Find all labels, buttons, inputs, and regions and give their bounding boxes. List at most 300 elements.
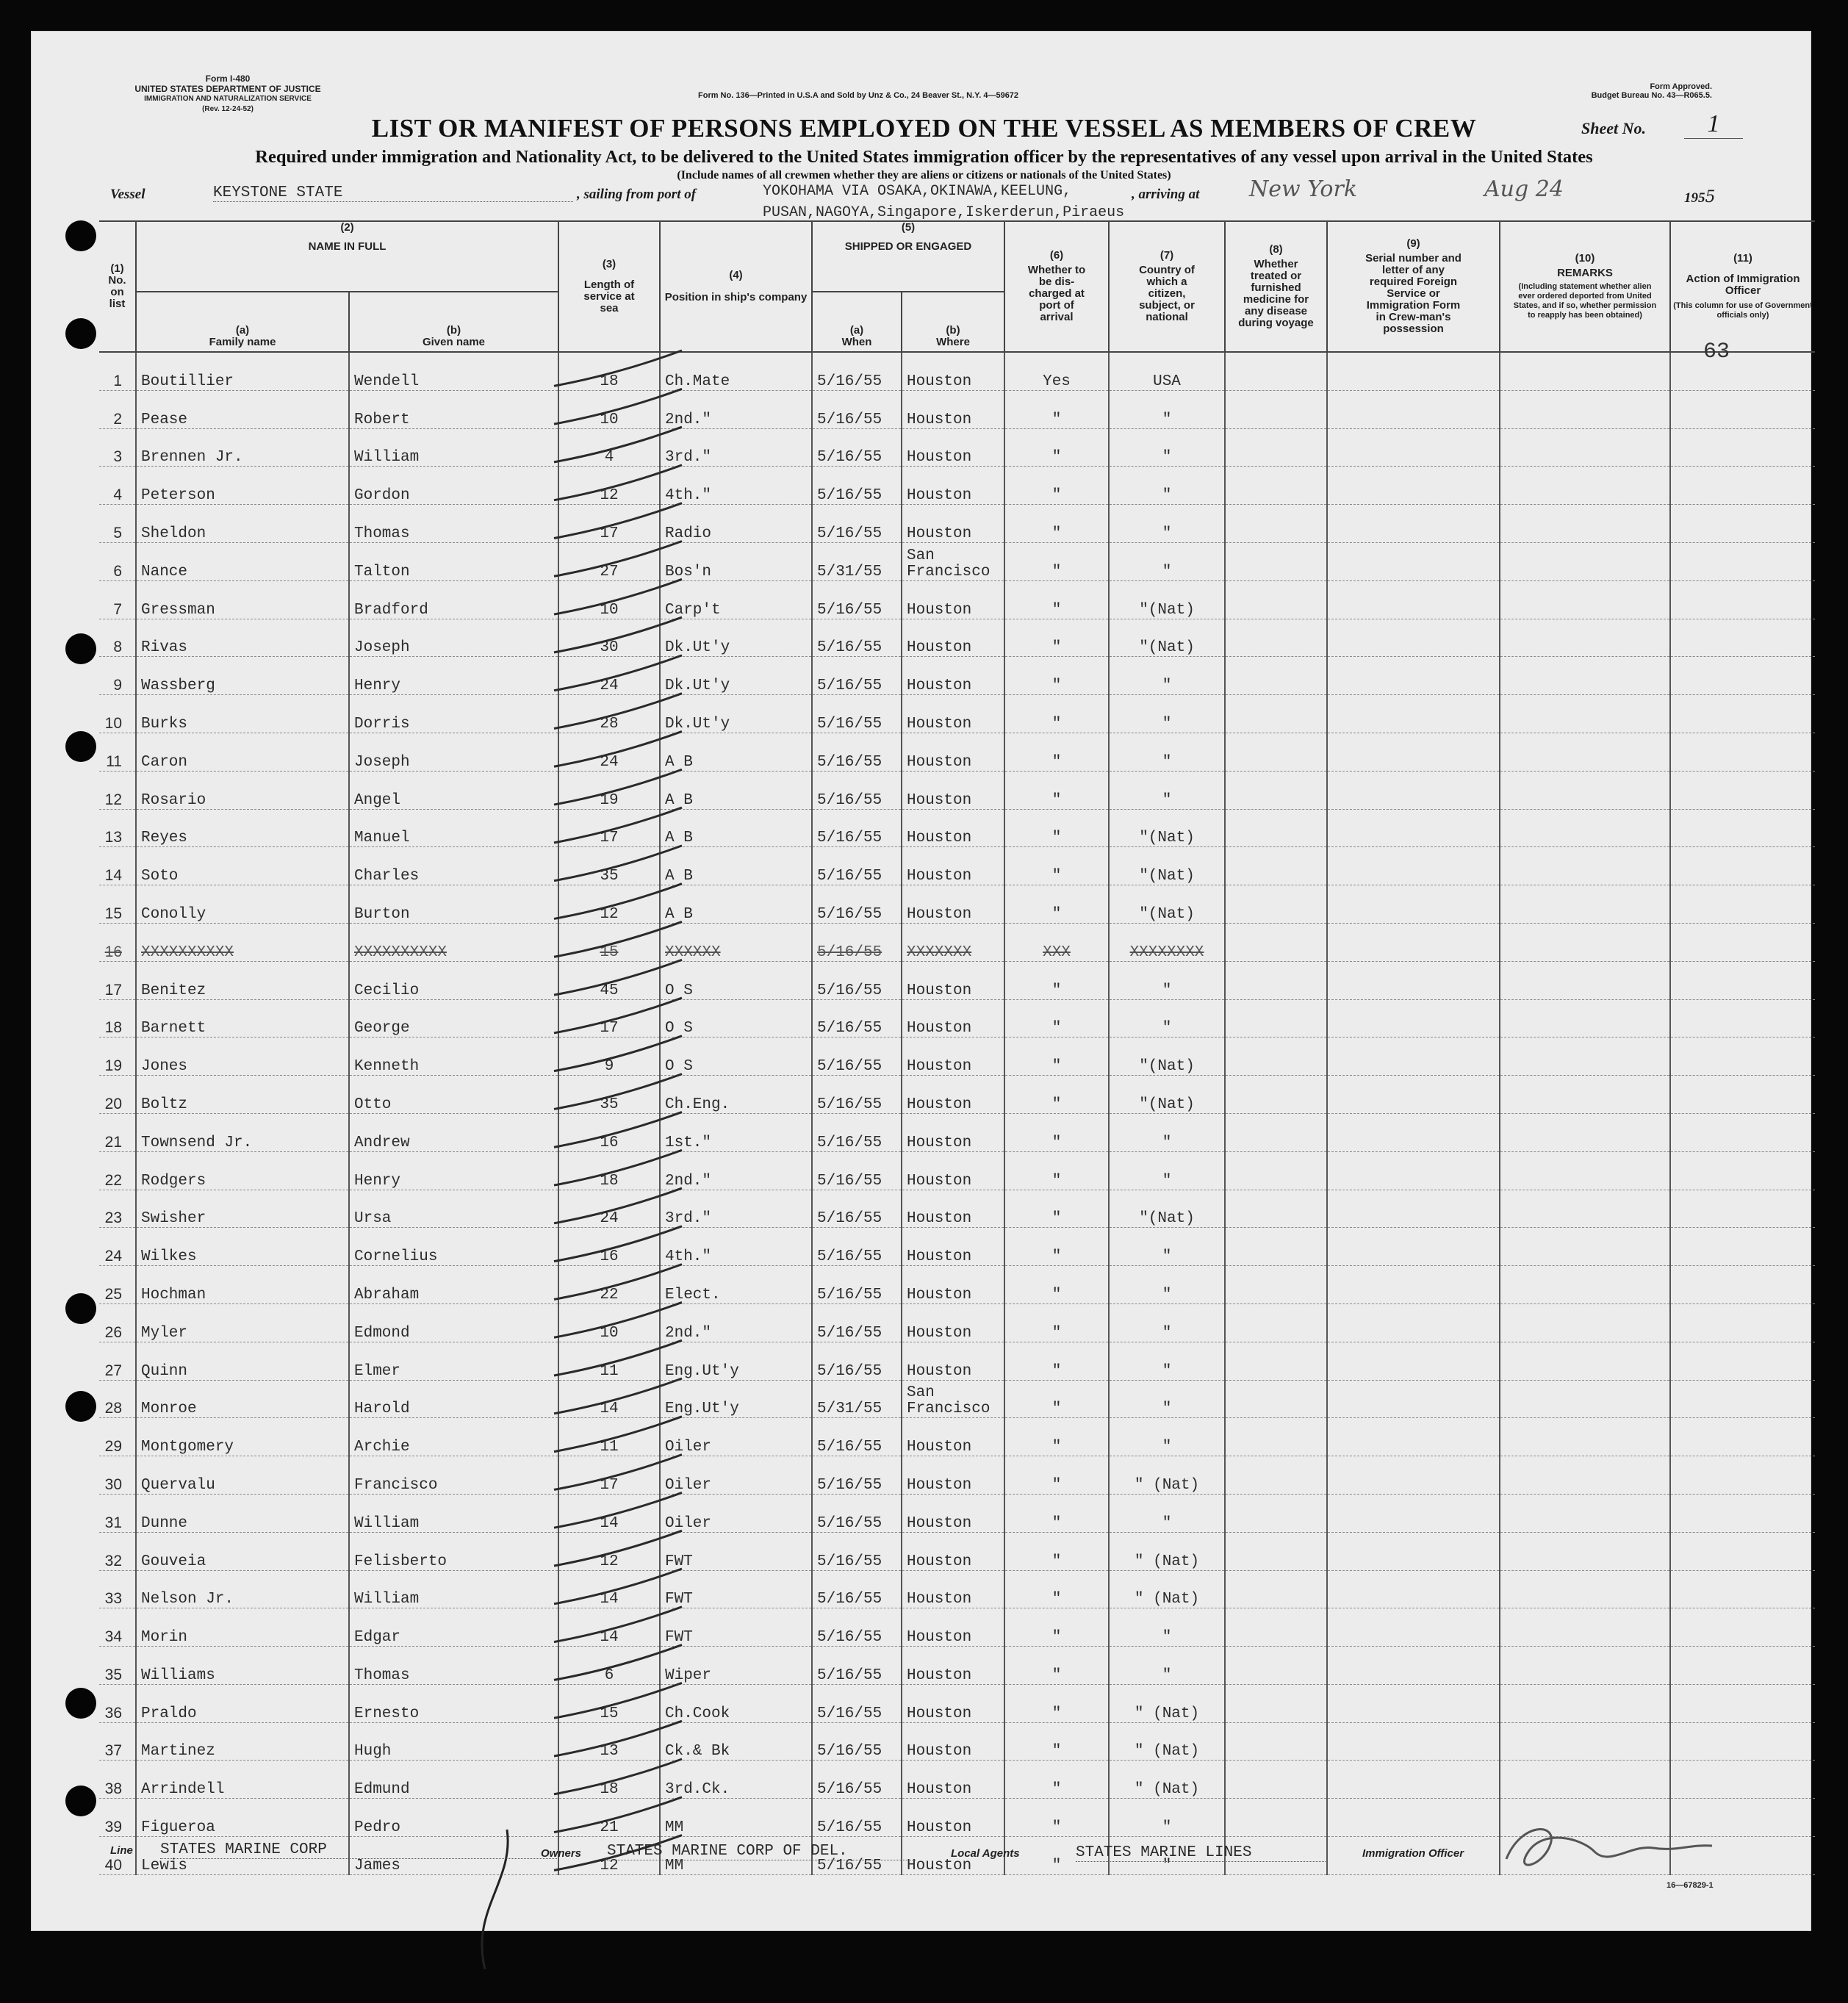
col-position-header: (4) Position in ship's company [660, 221, 812, 352]
cell-dis: " [1004, 542, 1109, 580]
cell-family: Nance [136, 542, 349, 580]
check-stroke [554, 998, 682, 1033]
cell-dis: " [1004, 1761, 1109, 1799]
cell-dis: " [1004, 505, 1109, 543]
year-digit: 5 [1705, 188, 1716, 206]
cell-len: 15 [558, 1684, 660, 1722]
cell-pos: 3rd." [660, 1190, 812, 1228]
cell-no: 28 [99, 1380, 136, 1418]
cell-len: 17 [558, 809, 660, 847]
cell-when: 5/16/55 [812, 1608, 902, 1647]
cell-pos: A B [660, 733, 812, 771]
cell-country: " (Nat) [1109, 1456, 1225, 1495]
cell-family: Sheldon [136, 505, 349, 543]
cell-len: 24 [558, 657, 660, 695]
cell-where: Houston [902, 1303, 1004, 1342]
cell-family: Peterson [136, 467, 349, 505]
cell-given: William [349, 1494, 558, 1532]
cell-family: Swisher [136, 1190, 349, 1228]
cell-when: 5/16/55 [812, 505, 902, 543]
cell-country: " [1109, 771, 1225, 809]
check-stroke [554, 731, 682, 766]
line-label: Line [110, 1844, 133, 1857]
cell-given: Francisco [349, 1456, 558, 1495]
cell-given: Cornelius [349, 1228, 558, 1266]
subtitle-note: (Include names of all crewmen whether they are aliens or citizens or nationals of the United States) [677, 169, 1171, 181]
cell-len: 35 [558, 847, 660, 885]
cell-country: " [1109, 657, 1225, 695]
cell-when: 5/16/55 [812, 619, 902, 657]
vessel-name: KEYSTONE STATE [213, 184, 573, 202]
cell-len: 9 [558, 1038, 660, 1076]
cell-no: 22 [99, 1151, 136, 1190]
cell-country: "(Nat) [1109, 580, 1225, 619]
cell-when: 5/16/55 [812, 847, 902, 885]
cell-when: 5/16/55 [812, 390, 902, 428]
cell-where: Houston [902, 467, 1004, 505]
cell-when: 5/16/55 [812, 1722, 902, 1761]
check-stroke [554, 1569, 682, 1604]
cell-when: 5/31/55 [812, 542, 902, 580]
check-stroke [554, 1531, 682, 1566]
col-name-header: (2) NAME IN FULL [136, 221, 558, 292]
cell-given: Otto [349, 1076, 558, 1114]
cell-dis: " [1004, 1570, 1109, 1608]
cell-family: Arrindell [136, 1761, 349, 1799]
cell-country: " (Nat) [1109, 1722, 1225, 1761]
cell-pos: 2nd." [660, 1151, 812, 1190]
cell-dis: " [1004, 1076, 1109, 1114]
cell-when: 5/16/55 [812, 352, 902, 390]
cell-given: Felisberto [349, 1532, 558, 1570]
cell-family: Barnett [136, 999, 349, 1038]
department: UNITED STATES DEPARTMENT OF JUSTICE [134, 84, 321, 94]
sheet-number: 1 [1684, 110, 1743, 139]
cell-when: 5/16/55 [812, 695, 902, 733]
cell-pos: Dk.Ut'y [660, 619, 812, 657]
cell-when: 5/31/55 [812, 1380, 902, 1418]
cell-len: 45 [558, 961, 660, 999]
cell-no: 37 [99, 1722, 136, 1761]
cell-len: 16 [558, 1228, 660, 1266]
cell-country: "(Nat) [1109, 847, 1225, 885]
check-stroke [554, 884, 682, 919]
cell-country: " [1109, 1380, 1225, 1418]
cell-len: 35 [558, 1076, 660, 1114]
cell-family: Burks [136, 695, 349, 733]
cell-where: Houston [902, 1799, 1004, 1837]
cell-len: 28 [558, 695, 660, 733]
cell-no: 31 [99, 1494, 136, 1532]
cell-country: " [1109, 999, 1225, 1038]
cell-dis: " [1004, 1684, 1109, 1722]
cell-where: Houston [902, 1266, 1004, 1304]
cell-len: 17 [558, 999, 660, 1038]
cell-when: 5/16/55 [812, 1494, 902, 1532]
cell-dis: " [1004, 1837, 1109, 1875]
cell-country: " [1109, 542, 1225, 580]
cell-where: Houston [902, 1494, 1004, 1532]
cell-where: Houston [902, 390, 1004, 428]
cell-no: 35 [99, 1647, 136, 1685]
cell-family: Brennen Jr. [136, 428, 349, 467]
check-stroke [554, 694, 682, 729]
cell-family: Morin [136, 1608, 349, 1647]
cell-no: 20 [99, 1076, 136, 1114]
cell-given: James [349, 1837, 558, 1875]
check-stroke [554, 1188, 682, 1223]
col-serial-header: (9) Serial number and letter of any required Foreign Service or Immigration Form in Crew-man's possession [1327, 221, 1500, 352]
cell-country: " (Nat) [1109, 1761, 1225, 1799]
cell-dis: " [1004, 847, 1109, 885]
cell-no: 8 [99, 619, 136, 657]
cell-when: 5/16/55 [812, 1038, 902, 1076]
cell-country: " (Nat) [1109, 1684, 1225, 1722]
cell-given: Edmond [349, 1303, 558, 1342]
cell-no: 25 [99, 1266, 136, 1304]
cell-pos: A B [660, 847, 812, 885]
owners-value: STATES MARINE CORP OF DEL. [607, 1843, 916, 1860]
col-number-header: (1) No. on list [99, 221, 136, 352]
check-stroke [554, 389, 682, 424]
cell-given: Pedro [349, 1799, 558, 1837]
cell-given: Joseph [349, 733, 558, 771]
cell-pos: MM [660, 1837, 812, 1875]
cell-len: 18 [558, 1151, 660, 1190]
cell-no: 3 [99, 428, 136, 467]
cell-when: 5/16/55 [812, 1228, 902, 1266]
col-shipped-header: (5) SHIPPED OR ENGAGED [812, 221, 1004, 292]
cell-when: 5/16/55 [812, 923, 902, 961]
cell-dis: " [1004, 390, 1109, 428]
form-id: Form I-480 [205, 73, 251, 84]
check-stroke [554, 1607, 682, 1642]
cell-family: Rodgers [136, 1151, 349, 1190]
cell-dis: " [1004, 1418, 1109, 1456]
cell-when: 5/16/55 [812, 1342, 902, 1380]
cell-when: 5/16/55 [812, 809, 902, 847]
cell-when: 5/16/55 [812, 1076, 902, 1114]
cell-when: 5/16/55 [812, 961, 902, 999]
cell-given: Edmund [349, 1761, 558, 1799]
check-stroke [554, 1340, 682, 1376]
cell-where: Houston [902, 733, 1004, 771]
cell-no: 10 [99, 695, 136, 733]
cell-where: Houston [902, 1342, 1004, 1380]
cell-no: 13 [99, 809, 136, 847]
cell-family: Figueroa [136, 1799, 349, 1837]
cell-country: " [1109, 695, 1225, 733]
line-value: STATES MARINE CORP [160, 1841, 557, 1859]
cell-len: 14 [558, 1380, 660, 1418]
check-stroke [554, 921, 682, 957]
cell-where: Houston [902, 695, 1004, 733]
cell-given: Manuel [349, 809, 558, 847]
cell-len: 16 [558, 1113, 660, 1151]
cell-pos: Oiler [660, 1456, 812, 1495]
col-length-header: (3) Length of service at sea [558, 221, 660, 352]
cell-dis: " [1004, 1722, 1109, 1761]
cell-when: 5/16/55 [812, 1266, 902, 1304]
cell-where: Houston [902, 1113, 1004, 1151]
cell-dis: " [1004, 771, 1109, 809]
cell-given: Dorris [349, 695, 558, 733]
cell-len: 12 [558, 467, 660, 505]
cell-when: 5/16/55 [812, 1532, 902, 1570]
cell-country: " (Nat) [1109, 1532, 1225, 1570]
arrival-date: Aug 24 [1484, 176, 1564, 202]
cell-where: Houston [902, 1076, 1004, 1114]
officer-signature [1492, 1815, 1727, 1881]
cell-no: 2 [99, 390, 136, 428]
col-where-header: (b) Where [902, 292, 1004, 352]
cell-no: 38 [99, 1761, 136, 1799]
ports-line-2: PUSAN,NAGOYA,Singapore,Iskerderun,Piraeus [763, 204, 1125, 221]
cell-pos: O S [660, 1038, 812, 1076]
cell-where: Houston [902, 1608, 1004, 1647]
col-action-header: (11) Action of Immigration Officer (This column for use of Government officials only) [1670, 221, 1815, 352]
cell-family: Boutillier [136, 352, 349, 390]
cell-when: 5/16/55 [812, 1761, 902, 1799]
cell-len: 24 [558, 1190, 660, 1228]
cell-pos: 1st." [660, 1113, 812, 1151]
sheet-label: Sheet No. [1581, 119, 1646, 137]
cell-where: Houston [902, 885, 1004, 924]
cell-where: Houston [902, 1038, 1004, 1076]
cell-len: 14 [558, 1494, 660, 1532]
cell-where: Houston [902, 1761, 1004, 1799]
cell-family: Dunne [136, 1494, 349, 1532]
cell-country: "(Nat) [1109, 1190, 1225, 1228]
check-stroke [554, 1759, 682, 1794]
cell-dis: " [1004, 619, 1109, 657]
cell-when: 5/16/55 [812, 999, 902, 1038]
officer-label: Immigration Officer [1362, 1847, 1464, 1860]
cell-len: 19 [558, 771, 660, 809]
cell-country: " (Nat) [1109, 1570, 1225, 1608]
cell-country: " [1109, 1113, 1225, 1151]
cell-len: 15 [558, 923, 660, 961]
col-discharged-header: (6) Whether to be dis-charged at port of arrival [1004, 221, 1109, 352]
cell-pos: Ch.Eng. [660, 1076, 812, 1114]
col-remarks-header: (10) REMARKS (Including statement whether alien ever ordered deported from United States, and if so, whether permission to reapply has been obtained) [1500, 221, 1670, 352]
cell-pos: Radio [660, 505, 812, 543]
cell-pos: Carp't [660, 580, 812, 619]
cell-pos: Bos'n [660, 542, 812, 580]
cell-dis: " [1004, 1342, 1109, 1380]
cell-no: 34 [99, 1608, 136, 1647]
cell-country: " [1109, 733, 1225, 771]
cell-given: Gordon [349, 467, 558, 505]
cell-dis: " [1004, 1151, 1109, 1190]
cell-no: 9 [99, 657, 136, 695]
cell-family: Monroe [136, 1380, 349, 1418]
cell-given: Edgar [349, 1608, 558, 1647]
cell-len: 17 [558, 505, 660, 543]
cell-family: Boltz [136, 1076, 349, 1114]
check-stroke [554, 1455, 682, 1490]
cell-where: Houston [902, 961, 1004, 999]
cell-pos: FWT [660, 1570, 812, 1608]
cell-family: Hochman [136, 1266, 349, 1304]
cell-family: Lewis [136, 1837, 349, 1875]
check-stroke [554, 655, 682, 691]
cell-where: Houston [902, 1684, 1004, 1722]
cell-dis: Yes [1004, 352, 1109, 390]
cell-len: 21 [558, 1799, 660, 1837]
cell-no: 19 [99, 1038, 136, 1076]
cell-country: " [1109, 390, 1225, 428]
cell-where: Houston [902, 771, 1004, 809]
cell-pos: XXXXXX [660, 923, 812, 961]
cell-where: Houston [902, 999, 1004, 1038]
revision: (Rev. 12-24-52) [202, 105, 254, 113]
cell-no: 14 [99, 847, 136, 885]
cell-given: Cecilio [349, 961, 558, 999]
check-stroke [554, 846, 682, 881]
budget-bureau: Budget Bureau No. 43—R065.5. [1591, 91, 1712, 100]
cell-dis: " [1004, 1038, 1109, 1076]
cell-len: 11 [558, 1418, 660, 1456]
cell-pos: 3rd.Ck. [660, 1761, 812, 1799]
cell-dis: " [1004, 1303, 1109, 1342]
col-medicine-header: (8) Whether treated or furnished medicine for any disease during voyage [1225, 221, 1327, 352]
cell-given: Thomas [349, 1647, 558, 1685]
cell-no: 32 [99, 1532, 136, 1570]
arriving-port: New York [1249, 176, 1357, 202]
cell-when: 5/16/55 [812, 1799, 902, 1837]
cell-dis: " [1004, 657, 1109, 695]
cell-country: " [1109, 505, 1225, 543]
cell-pos: FWT [660, 1608, 812, 1647]
cell-when: 5/16/55 [812, 1570, 902, 1608]
year-prefix: 195 [1684, 190, 1705, 206]
cell-where: Houston [902, 1228, 1004, 1266]
cell-country: " [1109, 1418, 1225, 1456]
cell-family: Rosario [136, 771, 349, 809]
cell-len: 13 [558, 1722, 660, 1761]
cell-family: Quinn [136, 1342, 349, 1380]
cell-family: XXXXXXXXXX [136, 923, 349, 961]
cell-no: 33 [99, 1570, 136, 1608]
cell-no: 6 [99, 542, 136, 580]
check-stroke [554, 579, 682, 614]
cell-pos: 2nd." [660, 1303, 812, 1342]
cell-given: XXXXXXXXXX [349, 923, 558, 961]
cell-len: 22 [558, 1266, 660, 1304]
cell-pos: Ch.Mate [660, 352, 812, 390]
cell-given: Thomas [349, 505, 558, 543]
cell-given: Henry [349, 1151, 558, 1190]
cell-country: " [1109, 1799, 1225, 1837]
cell-country: USA [1109, 352, 1225, 390]
cell-where: Houston [902, 1418, 1004, 1456]
cell-when: 5/16/55 [812, 885, 902, 924]
cell-where: Houston [902, 352, 1004, 390]
printer-note: Form No. 136—Printed in U.S.A and Sold by Unz & Co., 24 Beaver St., N.Y. 4—59672 [698, 91, 1019, 100]
agents-value: STATES MARINE LINES [1076, 1844, 1326, 1862]
cell-family: Williams [136, 1647, 349, 1685]
cell-when: 5/16/55 [812, 1456, 902, 1495]
cell-where: Houston [902, 1570, 1004, 1608]
cell-dis: " [1004, 961, 1109, 999]
sailing-label: , sailing from port of [577, 187, 697, 202]
cell-no: 23 [99, 1190, 136, 1228]
check-stroke [554, 960, 682, 995]
cell-dis: " [1004, 467, 1109, 505]
cell-dis: " [1004, 1190, 1109, 1228]
cell-where: San Francisco [902, 542, 1004, 580]
check-stroke [554, 541, 682, 576]
service: IMMIGRATION AND NATURALIZATION SERVICE [144, 95, 312, 103]
agents-label: Local Agents [951, 1847, 1020, 1860]
col-family-name-header: (a) Family name [136, 292, 349, 352]
cell-family: Wassberg [136, 657, 349, 695]
cell-no: 12 [99, 771, 136, 809]
cell-no: 26 [99, 1303, 136, 1342]
cell-family: Rivas [136, 619, 349, 657]
cell-pos: Eng.Ut'y [660, 1380, 812, 1418]
cell-dis: " [1004, 1266, 1109, 1304]
cell-where: Houston [902, 1190, 1004, 1228]
cell-country: "(Nat) [1109, 809, 1225, 847]
cell-no: 7 [99, 580, 136, 619]
cell-dis: " [1004, 1456, 1109, 1495]
cell-no: 4 [99, 467, 136, 505]
cell-pos: A B [660, 809, 812, 847]
check-stroke [554, 1112, 682, 1147]
cell-country: " [1109, 1494, 1225, 1532]
cell-country: " [1109, 1228, 1225, 1266]
page-title: LIST OR MANIFEST OF PERSONS EMPLOYED ON THE VESSEL AS MEMBERS OF CREW [371, 114, 1477, 143]
cell-len: 14 [558, 1570, 660, 1608]
cell-family: Quervalu [136, 1456, 349, 1495]
cell-no: 27 [99, 1342, 136, 1380]
check-stroke [554, 1036, 682, 1071]
cell-len: 24 [558, 733, 660, 771]
arriving-label: , arriving at [1132, 187, 1200, 202]
cell-pos: A B [660, 885, 812, 924]
cell-where: Houston [902, 809, 1004, 847]
cell-family: Jones [136, 1038, 349, 1076]
cell-pos: Dk.Ut'y [660, 695, 812, 733]
cell-no: 16 [99, 923, 136, 961]
cell-where: Houston [902, 505, 1004, 543]
cell-country: " [1109, 1303, 1225, 1342]
cell-no: 40 [99, 1837, 136, 1875]
cell-dis: " [1004, 1799, 1109, 1837]
cell-when: 5/16/55 [812, 657, 902, 695]
cell-when: 5/16/55 [812, 1837, 902, 1875]
cell-len: 11 [558, 1342, 660, 1380]
form-code: 16—67829-1 [1667, 1881, 1714, 1890]
cell-no: 30 [99, 1456, 136, 1495]
check-stroke [554, 1150, 682, 1185]
cell-dis: " [1004, 999, 1109, 1038]
cell-len: 17 [558, 1456, 660, 1495]
cell-family: Nelson Jr. [136, 1570, 349, 1608]
cell-given: Elmer [349, 1342, 558, 1380]
cell-where: San Francisco [902, 1380, 1004, 1418]
cell-given: Andrew [349, 1113, 558, 1151]
cell-where: Houston [902, 1837, 1004, 1875]
cell-pos: Eng.Ut'y [660, 1342, 812, 1380]
cell-given: Henry [349, 657, 558, 695]
cell-given: Charles [349, 847, 558, 885]
cell-no: 5 [99, 505, 136, 543]
cell-country: " [1109, 1266, 1225, 1304]
cell-no: 24 [99, 1228, 136, 1266]
